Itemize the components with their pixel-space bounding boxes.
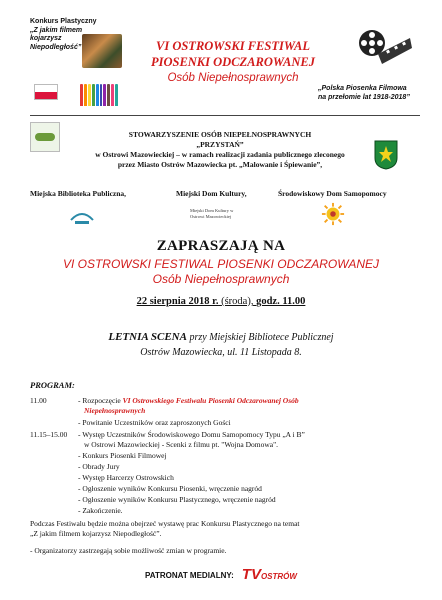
venue-place: przy Miejskiej Bibliotece Publicznej	[189, 332, 334, 343]
exhibition-note	[30, 519, 410, 539]
program-time-2: 11.15–15.00	[30, 430, 68, 439]
patronage-label: PATRONAT MEDIALNY:	[145, 571, 234, 580]
opening-festival-name-2: Niepełnosprawnych	[84, 406, 146, 415]
festival-main-line1: VI OSTROWSKI FESTIWAL PIOSENKI ODCZAROWANEJ	[62, 257, 380, 271]
children-photo	[82, 34, 122, 68]
organiser-block	[70, 130, 370, 170]
film-reel-icon	[356, 28, 412, 66]
crayons-icon	[80, 80, 118, 106]
culture-house-logo-text: Miejski Dom Kultury w Ostrowi Mazowieckiej	[190, 208, 234, 219]
organiser-line3: w Ostrowi Mazowieckiej – w ramach realizacji zadania publicznego zleconego	[95, 150, 345, 159]
festival-title-line2: PIOSENKI ODCZAROWANEJ	[150, 55, 316, 69]
culture-house-logo	[190, 208, 240, 219]
program-item-jury: - Obrady Jury	[78, 462, 120, 471]
exhibition-note-line2: „Z jakim filmem kojarzysz Niepodległość”.	[30, 529, 162, 538]
program-item-performance: - Występ Uczestników Środowiskowego Domu Samopomocy Typu „A i B”	[78, 430, 305, 439]
opening-festival-name: VI Ostrowskiego Festiwalu Piosenki Odczarowanej Osób	[122, 396, 299, 405]
festival-title-line1: VI OSTROWSKI FESTIWAL	[156, 39, 310, 53]
event-date	[0, 296, 442, 307]
organiser-subname: „PRZYSTAŃ”	[196, 140, 244, 149]
exhibition-note-line1: Podczas Festiwalu będzie można obejrzeć wystawę prac Konkursu Plastycznego na temat	[30, 519, 300, 528]
art-contest-theme: „Z jakim filmem kojarzysz Niepodległość”	[30, 26, 83, 51]
tv-ostrow-logo	[242, 566, 297, 583]
organiser-line4: przez Miasto Ostrów Mazowiecka pt. „Malowanie i Śpiewanie”,	[117, 160, 323, 169]
header-divider	[30, 115, 420, 116]
library-logo	[68, 204, 96, 228]
event-venue	[0, 330, 442, 360]
invitation-heading: ZAPRASZAJĄ NA	[156, 238, 286, 254]
festival-main-line2: Osób Niepełnosprawnych	[152, 272, 290, 286]
program-time-1: 11.00	[30, 396, 47, 405]
association-logo	[30, 122, 60, 152]
organiser-name: STOWARZYSZENIE OSÓB NIEPEŁNOSPRAWNYCH	[128, 130, 312, 139]
program-item-art-results: - Ogłoszenie wyników Konkursu Plastycznego, wręczenie nagród	[78, 495, 276, 504]
program-item-closing: - Zakończenie.	[78, 506, 123, 515]
event-time: godz. 11.00	[256, 296, 306, 307]
program-item-scouts: - Występ Harcerzy Ostrowskich	[78, 473, 174, 482]
event-date-day: 22 sierpnia 2018 r.	[136, 296, 219, 307]
tv-logo-text: OSTRÓW	[260, 571, 297, 581]
opening-prefix: - Rozpoczęcie	[78, 396, 121, 405]
city-crest-icon	[374, 140, 398, 170]
culture-house-name: Miejski Dom Kultury,	[176, 189, 247, 198]
event-weekday: (środa),	[221, 296, 254, 307]
venue-address: Ostrów Mazowiecka, ul. 11 Listopada 8.	[140, 347, 302, 358]
festival-title-line3: Osób Niepełnosprawnych	[167, 72, 299, 84]
library-name: Miejska Biblioteka Publiczna,	[30, 189, 127, 198]
venue-name: LETNIA SCENA	[108, 331, 187, 343]
art-contest-title: Konkurs Plastyczny	[30, 18, 97, 25]
program-item-opening	[78, 396, 418, 407]
tv-logo-mark: TV	[241, 565, 261, 583]
festival-header-title	[128, 38, 338, 86]
film-contest-caption	[318, 84, 433, 102]
support-house-name: Środowiskowy Dom Samopomocy	[278, 189, 387, 198]
film-contest-line2: na przełomie lat 1918-2018”	[318, 94, 410, 101]
organisers-note: - Organizatorzy zastrzegają sobie możliwość zmian w programie.	[30, 546, 227, 555]
program-heading: PROGRAM:	[30, 380, 75, 390]
program-item-welcome: - Powitanie Uczestników oraz zaproszonych Gości	[78, 418, 231, 427]
program-item-song-results: - Ogłoszenie wyników Konkursu Piosenki, wręczenie nagród	[78, 484, 262, 493]
media-patronage	[0, 565, 442, 583]
support-house-sun-icon	[320, 202, 346, 226]
film-contest-line1: „Polska Piosenka Filmowa	[318, 85, 407, 92]
festival-main-title	[0, 257, 442, 287]
program-item-song-contest: - Konkurs Piosenki Filmowej	[78, 451, 167, 460]
polish-flag-icon	[34, 84, 58, 100]
program-item-performance-2: w Ostrowi Mazowieckiej - Scenki z filmu pt. "Wojna Domowa".	[84, 440, 279, 449]
